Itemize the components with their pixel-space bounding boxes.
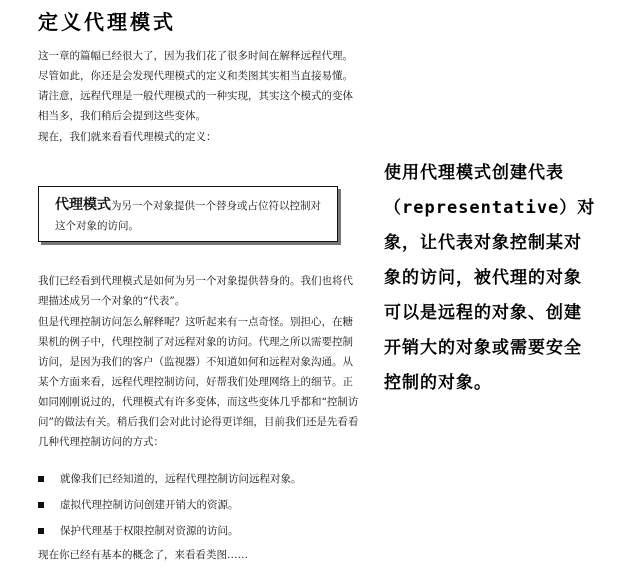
body-paragraph-access-control: 但是代理控制访问怎么解释呢？这听起来有一点奇怪。别担心，在糖果机的例子中，代理控制了对远程对象的访问。代理之所以需要控制访问，是因为我们的客户（监视器）不知道如何和远程对象沟通。从某个方面来看，远程代理控制访问，好帮我们处理网络上的细节。正如同刚刚说过的，代理模式有许多变体，而这些变体几乎都和“控制访问”的做法有关。稍后我们会对此讨论得更详细，目前我们还是先看看几种代理控制访问的方式： xyxy=(38,316,359,448)
definition-text: 为另一个对象提供一个替身或占位符以控制对这个对象的访问。 xyxy=(55,200,321,232)
proxy-types-list xyxy=(38,466,368,544)
handwritten-side-note: 使用代理模式创建代表（representative）对象，让代表对象控制某对象的访问，被代理的对象可以是远程的对象、创建开销大的对象或需要安全控制的对象。 xyxy=(384,163,596,393)
body-paragraph-representative: 我们已经看到代理模式是如何为另一个对象提供替身的。我们也将代理描述成另一个对象的“代表”。 xyxy=(38,275,353,307)
bullet-icon xyxy=(38,476,44,482)
page-title: 定义代理模式 xyxy=(38,10,176,34)
bullet-icon xyxy=(38,502,44,508)
closing-paragraph: 现在你已经有基本的概念了，来看看类图…… xyxy=(38,549,248,561)
intro-paragraph: 这一章的篇幅已经很大了，因为我们花了很多时间在解释远程代理。尽管如此，你还是会发现代理模式的定义和类图其实相当直接易懂。请注意，远程代理是一般代理模式的一种实现，其实这个模式的变体相当多，我们稍后会提到这些变体。 xyxy=(38,50,353,122)
list-item: 虚拟代理控制访问创建开销大的资源。 xyxy=(38,492,368,518)
bullet-icon xyxy=(38,528,44,534)
list-item: 保护代理基于权限控制对资源的访问。 xyxy=(38,518,368,544)
definition-lead-in: 现在，我们就来看看代理模式的定义： xyxy=(38,131,217,143)
definition-box xyxy=(38,186,338,242)
definition-term: 代理模式 xyxy=(55,197,111,213)
list-item: 就像我们已经知道的，远程代理控制访问远程对象。 xyxy=(38,466,368,492)
